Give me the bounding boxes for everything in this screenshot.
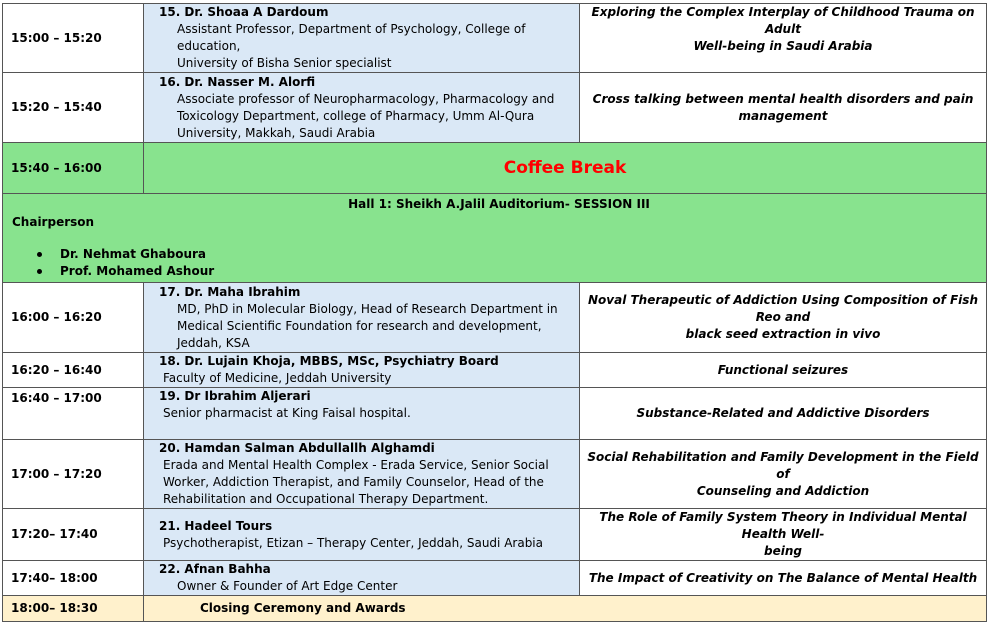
talk-topic: [580, 561, 987, 596]
time-slot: 16:40 – 17:00: [3, 388, 144, 440]
time-slot: 18:00– 18:30: [3, 596, 144, 622]
speaker-cell: [144, 73, 580, 143]
talk-topic: [580, 73, 987, 143]
speaker-affiliation: Assistant Professor, Department of Psychology, College of education,: [177, 22, 526, 53]
speaker-name: 22. Afnan Bahha: [159, 562, 271, 576]
talk-topic-line: Exploring the Complex Interplay of Childhood Trauma on Adult: [591, 5, 975, 36]
speaker-affiliation: University of Bisha Senior specialist: [177, 56, 392, 70]
talk-topic-line: Functional seizures: [717, 362, 849, 377]
list-item: [37, 263, 986, 280]
speaker-name: 21. Hadeel Tours: [159, 518, 273, 533]
table-row: [3, 561, 987, 596]
speaker-affiliation: Erada and Mental Health Complex - Erada Service, Senior Social: [163, 458, 549, 472]
time-slot: 16:20 – 16:40: [3, 353, 144, 388]
chairperson-list: [12, 246, 986, 280]
talk-topic: [580, 4, 987, 73]
speaker-name: 19. Dr Ibrahim Aljerari: [159, 389, 311, 403]
speaker-affiliation: Owner & Founder of Art Edge Center: [177, 579, 398, 593]
talk-topic-line: Counseling and Addiction: [696, 483, 870, 498]
list-item: [37, 246, 986, 263]
talk-topic-line: Social Rehabilitation and Family Development in the Field of: [587, 449, 979, 481]
schedule-table: [2, 3, 987, 622]
time-slot: 15:20 – 15:40: [3, 73, 144, 143]
time-slot: 15:40 – 16:00: [3, 143, 144, 194]
closing-row: [3, 596, 987, 622]
speaker-cell: [144, 283, 580, 353]
session-title: Hall 1: Sheikh A.Jalil Auditorium- SESSION III: [348, 197, 650, 211]
speaker-affiliation: Medical Scientific Foundation for research and development,: [177, 318, 542, 333]
speaker-name: 20. Hamdan Salman Abdullallh Alghamdi: [159, 441, 435, 455]
coffee-break-row: [3, 143, 987, 194]
chairperson-name: Prof. Mohamed Ashour: [60, 264, 215, 278]
speaker-name: 17. Dr. Maha Ibrahim: [159, 284, 301, 299]
session-cell: [3, 194, 987, 283]
speaker-affiliation: Rehabilitation and Occupational Therapy Department.: [163, 492, 489, 506]
speaker-affiliation: University, Makkah, Saudi Arabia: [177, 125, 376, 140]
table-row: [3, 4, 987, 73]
speaker-affiliation: Senior pharmacist at King Faisal hospital.: [163, 406, 411, 420]
session-header-row: [3, 194, 987, 283]
speaker-cell: [144, 509, 580, 561]
table-row: [3, 440, 987, 509]
speaker-affiliation: Jeddah, KSA: [177, 335, 250, 350]
speaker-affiliation: MD, PhD in Molecular Biology, Head of Research Department in: [177, 301, 558, 316]
talk-topic-line: black seed extraction in vivo: [685, 327, 881, 341]
speaker-affiliation: Faculty of Medicine, Jeddah University: [163, 371, 392, 385]
closing-label: Closing Ceremony and Awards: [144, 596, 987, 622]
talk-topic-line: Well-being in Saudi Arabia: [693, 39, 873, 53]
talk-topic-line: Cross talking between mental health disorders and pain: [592, 91, 974, 106]
speaker-affiliation: Associate professor of Neuropharmacology, Pharmacology and: [177, 91, 555, 106]
talk-topic: [580, 440, 987, 509]
speaker-name: 18. Dr. Lujain Khoja, MBBS, MSc, Psychiatry Board: [159, 354, 499, 368]
talk-topic-line: being: [764, 544, 802, 558]
table-row: [3, 283, 987, 353]
talk-topic-line: Substance-Related and Addictive Disorders: [636, 406, 930, 420]
talk-topic: [580, 353, 987, 388]
time-slot: 17:20– 17:40: [3, 509, 144, 561]
speaker-name: 16. Dr. Nasser M. Alorfi: [159, 74, 316, 89]
speaker-cell: [144, 388, 580, 440]
talk-topic: [580, 283, 987, 353]
time-slot: 15:00 – 15:20: [3, 4, 144, 73]
talk-topic-line: management: [738, 108, 828, 123]
coffee-break-label: Coffee Break: [144, 143, 987, 194]
bullet-icon: [37, 269, 42, 274]
talk-topic-line: The Impact of Creativity on The Balance of Mental Health: [588, 570, 978, 585]
chairperson-name: Dr. Nehmat Ghaboura: [60, 247, 207, 261]
speaker-cell: [144, 561, 580, 596]
time-slot: 17:40– 18:00: [3, 561, 144, 596]
table-row: [3, 388, 987, 440]
speaker-affiliation: Toxicology Department, college of Pharmacy, Umm Al-Qura: [177, 108, 535, 123]
bullet-icon: [37, 252, 42, 257]
table-row: [3, 73, 987, 143]
table-row: [3, 353, 987, 388]
time-slot: 16:00 – 16:20: [3, 283, 144, 353]
talk-topic-line: The Role of Family System Theory in Individual Mental Health Well-: [599, 510, 967, 541]
speaker-affiliation: Psychotherapist, Etizan – Therapy Center, Jeddah, Saudi Arabia: [163, 535, 543, 550]
talk-topic-line: Noval Therapeutic of Addiction Using Composition of Fish Reo and: [588, 293, 978, 324]
talk-topic: [580, 388, 987, 440]
time-slot: 17:00 – 17:20: [3, 440, 144, 509]
speaker-affiliation: Worker, Addiction Therapist, and Family Counselor, Head of the: [163, 475, 544, 489]
table-row: [3, 509, 987, 561]
speaker-cell: [144, 4, 580, 73]
speaker-cell: [144, 440, 580, 509]
speaker-name: 15. Dr. Shoaa A Dardoum: [159, 5, 329, 19]
speaker-cell: [144, 353, 580, 388]
chairperson-label: Chairperson: [12, 215, 95, 229]
talk-topic: [580, 509, 987, 561]
